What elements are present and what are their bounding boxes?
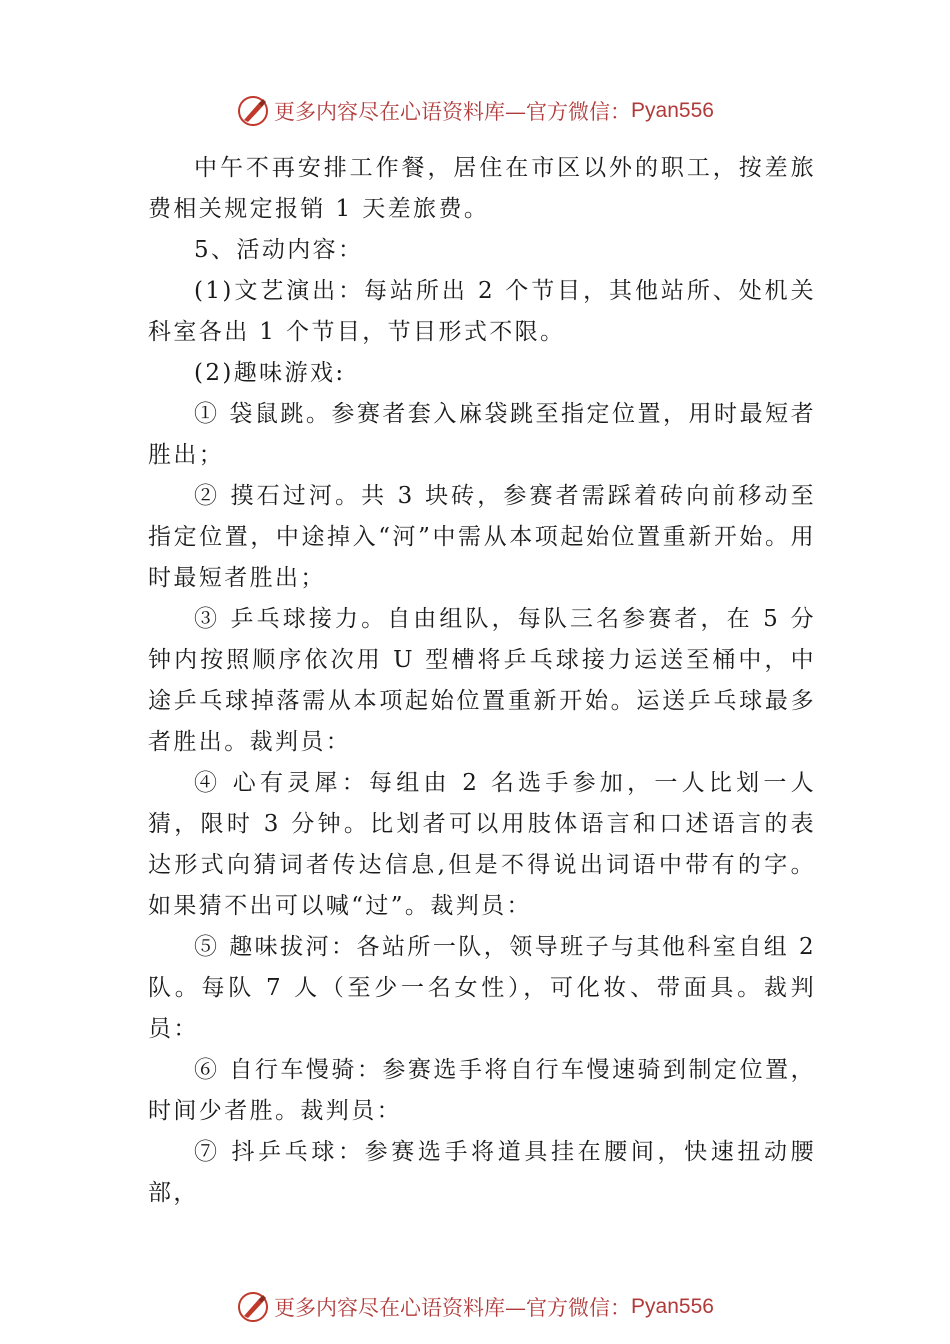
header-banner: [0, 94, 950, 128]
header-wechat-id: Pyan556: [631, 99, 714, 122]
paragraph: ⑤ 趣味拔河：各站所一队，领导班子与其他科室自组 2 队。每队 7 人（至少一名女性），可化妆、带面具。裁判员：: [148, 934, 826, 1042]
footer-wechat-id: Pyan556: [631, 1295, 714, 1318]
paragraph: ① 袋鼠跳。参赛者套入麻袋跳至指定位置，用时最短者胜出；: [148, 401, 816, 468]
paragraph: (2)趣味游戏:: [194, 360, 346, 386]
footer-banner: [0, 1290, 950, 1324]
document-body: [148, 148, 826, 1214]
pen-logo-icon: [236, 1290, 270, 1324]
paragraph: 中午不再安排工作餐，居住在市区以外的职工，按差旅费相关规定报销 1 天差旅费。: [148, 155, 816, 222]
paragraph: (1)文艺演出：每站所出 2 个节目，其他站所、处机关科室各出 1 个节目，节目形式不限。: [148, 278, 816, 345]
paragraph: ③ 乒乓球接力。自由组队，每队三名参赛者，在 5 分钟内按照顺序依次用 U 型槽将乒乓球接力运送至桶中，中途乒乓球掉落需从本项起始位置重新开始。运送乒乓球最多者胜出。裁判员：: [148, 606, 816, 755]
paragraph: ⑦ 抖乒乓球：参赛选手将道具挂在腰间，快速扭动腰部，: [148, 1139, 816, 1206]
pen-logo-icon: [236, 94, 270, 128]
paragraph: ④ 心有灵犀：每组由 2 名选手参加，一人比划一人猜，限时 3 分钟。比划者可以用肢体语言和口述语言的表达形式向猜词者传达信息,但是不得说出词语中带有的字。如果猜不出可以喊“过”。裁判员：: [148, 770, 816, 919]
paragraph: 5、活动内容：: [194, 237, 364, 263]
header-banner-text: 更多内容尽在心语资料库—官方微信：: [274, 100, 632, 124]
paragraph: ② 摸石过河。共 3 块砖，参赛者需踩着砖向前移动至指定位置，中途掉入“河”中需从本项起始位置重新开始。用时最短者胜出；: [148, 483, 816, 591]
paragraph: ⑥ 自行车慢骑：参赛选手将自行车慢速骑到制定位置，时间少者胜。裁判员：: [148, 1057, 816, 1124]
footer-banner-text: 更多内容尽在心语资料库—官方微信：: [274, 1296, 632, 1320]
